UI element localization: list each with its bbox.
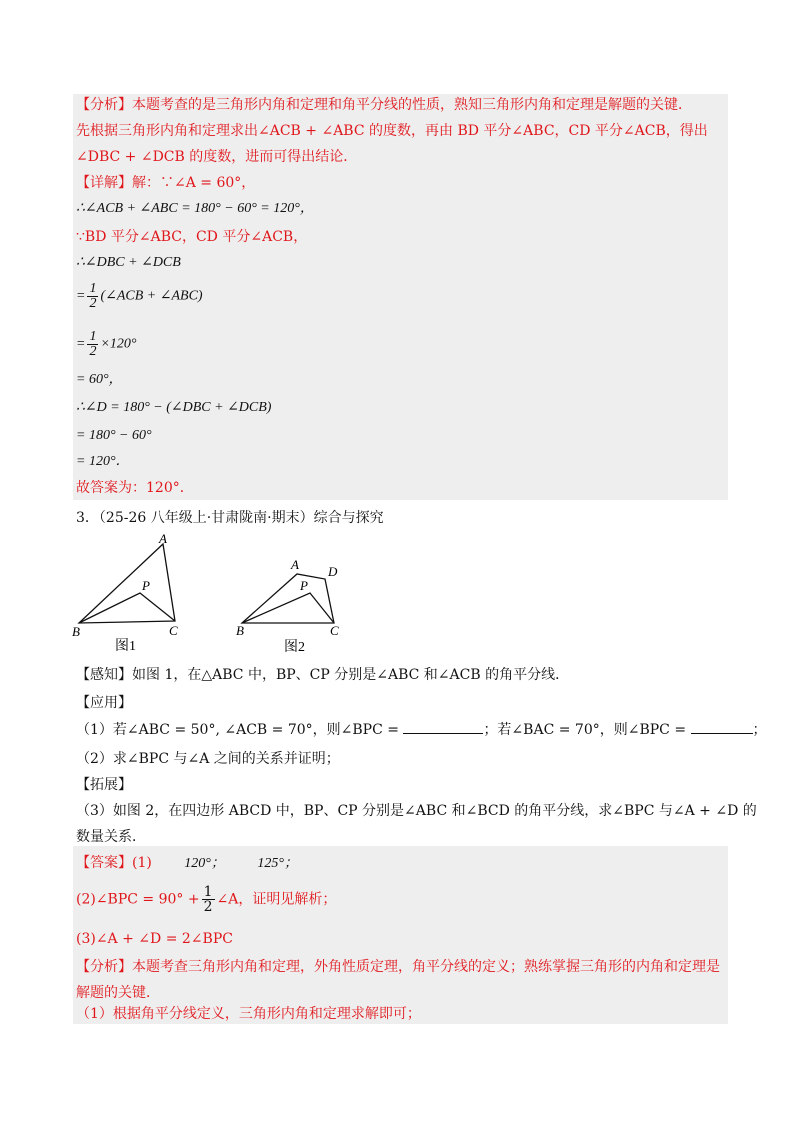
question-title: 3．（25-26 八年级上·甘肃陇南·期末）综合与探究 xyxy=(76,510,384,526)
figure-1 xyxy=(66,532,196,657)
vertex-b-label: B xyxy=(236,623,244,638)
vertex-d-label: D xyxy=(328,564,338,579)
answer-1-value-1: 120°； xyxy=(184,856,225,871)
question-3-line-2: 数量关系． xyxy=(76,829,146,845)
analysis-line-3: ∠DBC + ∠DCB 的度数，进而可得出结论． xyxy=(76,149,358,165)
fraction-numerator: 1 xyxy=(89,281,97,296)
expression: ×120° xyxy=(100,336,137,352)
answer-1-value-2: 125°； xyxy=(257,856,298,871)
figure-1-caption: 图1 xyxy=(115,639,136,654)
question-2-line: （2）求∠BPC 与∠A 之间的关系并证明； xyxy=(76,751,340,767)
vertex-p-label: P xyxy=(142,578,150,593)
application-heading: 【应用】 xyxy=(76,695,132,711)
answer-blank-1[interactable] xyxy=(403,719,483,734)
answer-conclusion: 故答案为：120°． xyxy=(76,480,194,496)
analysis2-line-1: 【分析】本题考查三角形内角和定理，外角性质定理，角平分线的定义；熟练掌握三角形的内角和定理是 xyxy=(76,959,720,975)
detail-line-4: ∴∠DBC + ∠DCB xyxy=(76,255,181,270)
vertex-c-label: C xyxy=(169,623,178,638)
question-1-text-b: ；若∠BAC = 70°，则∠BPC = xyxy=(483,722,687,738)
equals-sign: = xyxy=(76,336,86,352)
vertex-a-label: A xyxy=(159,532,167,546)
answer-line-2 xyxy=(76,885,336,914)
detail-line-6 xyxy=(76,330,137,359)
fraction-denominator: 2 xyxy=(89,296,97,311)
answer-2-expression: (2)∠BPC = 90° + xyxy=(76,891,200,908)
vertex-c-label: C xyxy=(330,623,339,638)
detail-line-5 xyxy=(76,282,203,311)
fraction-half xyxy=(202,885,215,914)
answer-line-3: (3)∠A + ∠D = 2∠BPC xyxy=(76,931,233,947)
fraction-numerator: 1 xyxy=(89,329,97,344)
analysis-line-1: 【分析】本题考查的是三角形内角和定理和角平分线的性质，熟知三角形内角和定理是解题的关键． xyxy=(76,97,692,113)
answer-line-1 xyxy=(76,853,298,874)
answer-blank-2[interactable] xyxy=(691,719,753,734)
fraction-half xyxy=(87,282,98,311)
question-3-line: （3）如图 2，在四边形 ABCD 中，BP、CP 分别是∠ABC 和∠BCD 的角平分线，求∠BPC 与∠A + ∠D 的 xyxy=(76,803,757,819)
detail-line-2: ∴∠ACB + ∠ABC = 180° − 60° = 120°， xyxy=(76,201,314,216)
detail-line-7: = 60°， xyxy=(76,372,123,387)
question-1-line xyxy=(76,719,767,740)
fraction-denominator: 2 xyxy=(89,344,97,359)
detail-line-10: = 120°． xyxy=(76,454,130,469)
expression: (∠ACB + ∠ABC) xyxy=(100,288,203,304)
detail-line-1: 【详解】解：∵∠A = 60°， xyxy=(76,175,256,191)
analysis2-line-3: （1）根据角平分线定义，三角形内角和定理求解即可； xyxy=(76,1006,421,1022)
answer-2-tail: ∠A，证明见解析； xyxy=(216,891,337,908)
detail-line-9: = 180° − 60° xyxy=(76,428,152,443)
question-1-text-c: ； xyxy=(752,722,767,738)
vertex-a-label: A xyxy=(291,557,299,572)
figure-2-caption: 图2 xyxy=(284,640,305,655)
vertex-p-label: P xyxy=(300,578,308,593)
fraction-numerator: 1 xyxy=(203,884,213,900)
equals-sign: = xyxy=(76,288,86,304)
vertex-b-label: B xyxy=(72,624,80,639)
fraction-denominator: 2 xyxy=(203,899,213,915)
question-1-text: （1）若∠ABC = 50°, ∠ACB = 70°，则∠BPC = xyxy=(76,722,399,738)
detail-line-8: ∴∠D = 180° − (∠DBC + ∠DCB) xyxy=(76,400,272,415)
analysis-line-2: 先根据三角形内角和定理求出∠ACB + ∠ABC 的度数，再由 BD 平分∠ABC，CD 平分∠ACB，得出 xyxy=(76,123,708,139)
figure-2 xyxy=(233,556,353,656)
extension-heading: 【拓展】 xyxy=(76,777,132,793)
answer-label: 【答案】(1) xyxy=(76,855,152,871)
analysis2-line-2: 解题的关键． xyxy=(76,985,160,1001)
fraction-half xyxy=(87,330,98,359)
detail-line-3: ∵BD 平分∠ABC，CD 平分∠ACB， xyxy=(76,229,308,245)
perception-line: 【感知】如图 1，在△ABC 中，BP、CP 分别是∠ABC 和∠ACB 的角平分线． xyxy=(76,667,570,683)
